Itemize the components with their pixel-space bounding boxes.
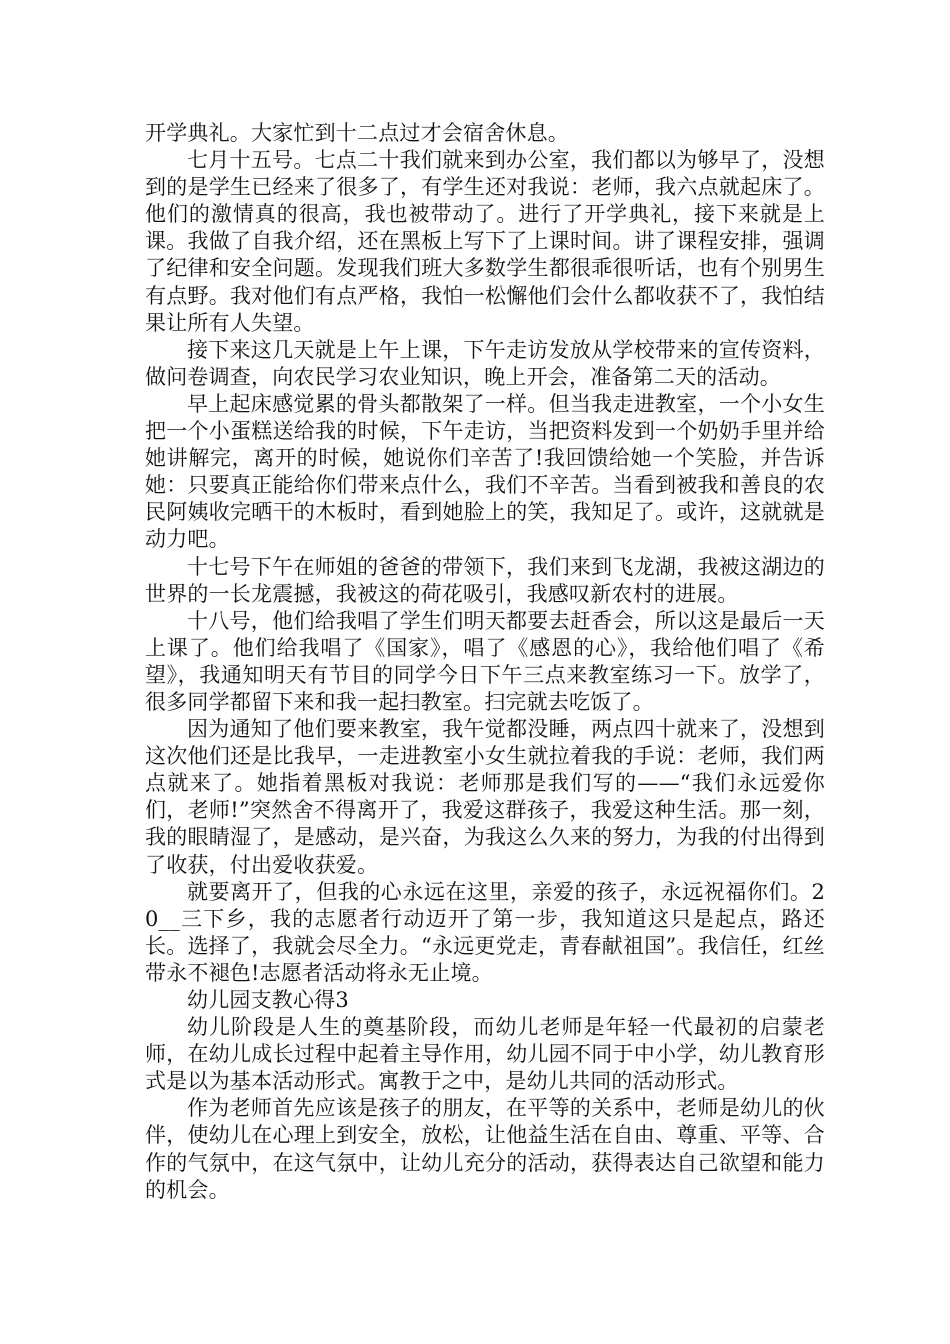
paragraph-4: 早上起床感觉累的骨头都散架了一样。但当我走进教室，一个小女生把一个小蛋糕送给我的时候，下午走访，当把资料发到一个奶奶手里并给她讲解完，离开的时候，她说你们辛苦了!我回馈给她一个笑脸，并告诉她：只要真正能给你们带来点什么，我们不辛苦。当看到被我和善良的农民阿姨收完晒干的木板时，看到她脸上的笑，我知足了。或许，这就就是动力吧。 (145, 391, 825, 552)
paragraph-3: 接下来这几天就是上午上课，下午走访发放从学校带来的宣传资料，做问卷调查，向农民学习农业知识，晚上开会，准备第二天的活动。 (145, 337, 825, 389)
paragraph-2: 七月十五号。七点二十我们就来到办公室，我们都以为够早了，没想到的是学生已经来了很多了，有学生还对我说：老师，我六点就起床了。他们的激情真的很高，我也被带动了。进行了开学典礼，接下来就是上课。我做了自我介绍，还在黑板上写下了上课时间。讲了课程安排，强调了纪律和安全问题。发现我们班大多数学生都很乖很听话，也有个别男生有点野。我对他们有点严格，我怕一松懈他们会什么都收获不了，我怕结果让所有人失望。 (145, 148, 825, 335)
paragraph-10: 作为老师首先应该是孩子的朋友，在平等的关系中，老师是幼儿的伙伴，使幼儿在心理上到安全，放松，让他益生活在自由、尊重、平等、合作的气氛中，在这气氛中，让幼儿充分的活动，获得表达自己欲望和能力的机会。 (145, 1096, 825, 1202)
paragraph-7: 因为通知了他们要来教室，我午觉都没睡，两点四十就来了，没想到这次他们还是比我早，一走进教室小女生就拉着我的手说：老师，我们两点就来了。她指着黑板对我说：老师那是我们写的——“我们永远爱你们，老师!”突然舍不得离开了，我爱这群孩子，我爱这种生活。那一刻，我的眼睛湿了，是感动，是兴奋，为我这么久来的努力，为我的付出得到了收获，付出爱收获爱。 (145, 717, 825, 877)
paragraph-1: 开学典礼。大家忙到十二点过才会宿舍休息。 (145, 121, 569, 145)
paragraph-9: 幼儿阶段是人生的奠基阶段，而幼儿老师是年轻一代最初的启蒙老师，在幼儿成长过程中起着主导作用，幼儿园不同于中小学，幼儿教育形式是以为基本活动形式。寓教于之中，是幼儿共同的活动形式。 (145, 1015, 825, 1094)
paragraph-6: 十八号，他们给我唱了学生们明天都要去赶香会，所以这是最后一天上课了。他们给我唱了《国家》，唱了《感恩的心》，我给他们唱了《希望》，我通知明天有节目的同学今日下午三点来教室练习一下。放学了，很多同学都留下来和我一起扫教室。扫完就去吃饭了。 (145, 608, 825, 714)
document-body (145, 120, 825, 1204)
paragraph-8: 就要离开了，但我的心永远在这里，亲爱的孩子，永远祝福你们。20__三下乡，我的志愿者行动迈开了第一步，我知道这只是起点，路还长。选择了，我就会尽全力。“永远更党走，青春献祖国”。我信任，红丝带永不褪色!志愿者活动将永无止境。 (145, 879, 825, 985)
paragraph-5: 十七号下午在师姐的爸爸的带领下，我们来到飞龙湖，我被这湖边的世界的一长龙震撼，我被这的荷花吸引，我感叹新农村的进展。 (145, 554, 825, 606)
section-heading: 幼儿园支教心得3 (187, 988, 349, 1012)
